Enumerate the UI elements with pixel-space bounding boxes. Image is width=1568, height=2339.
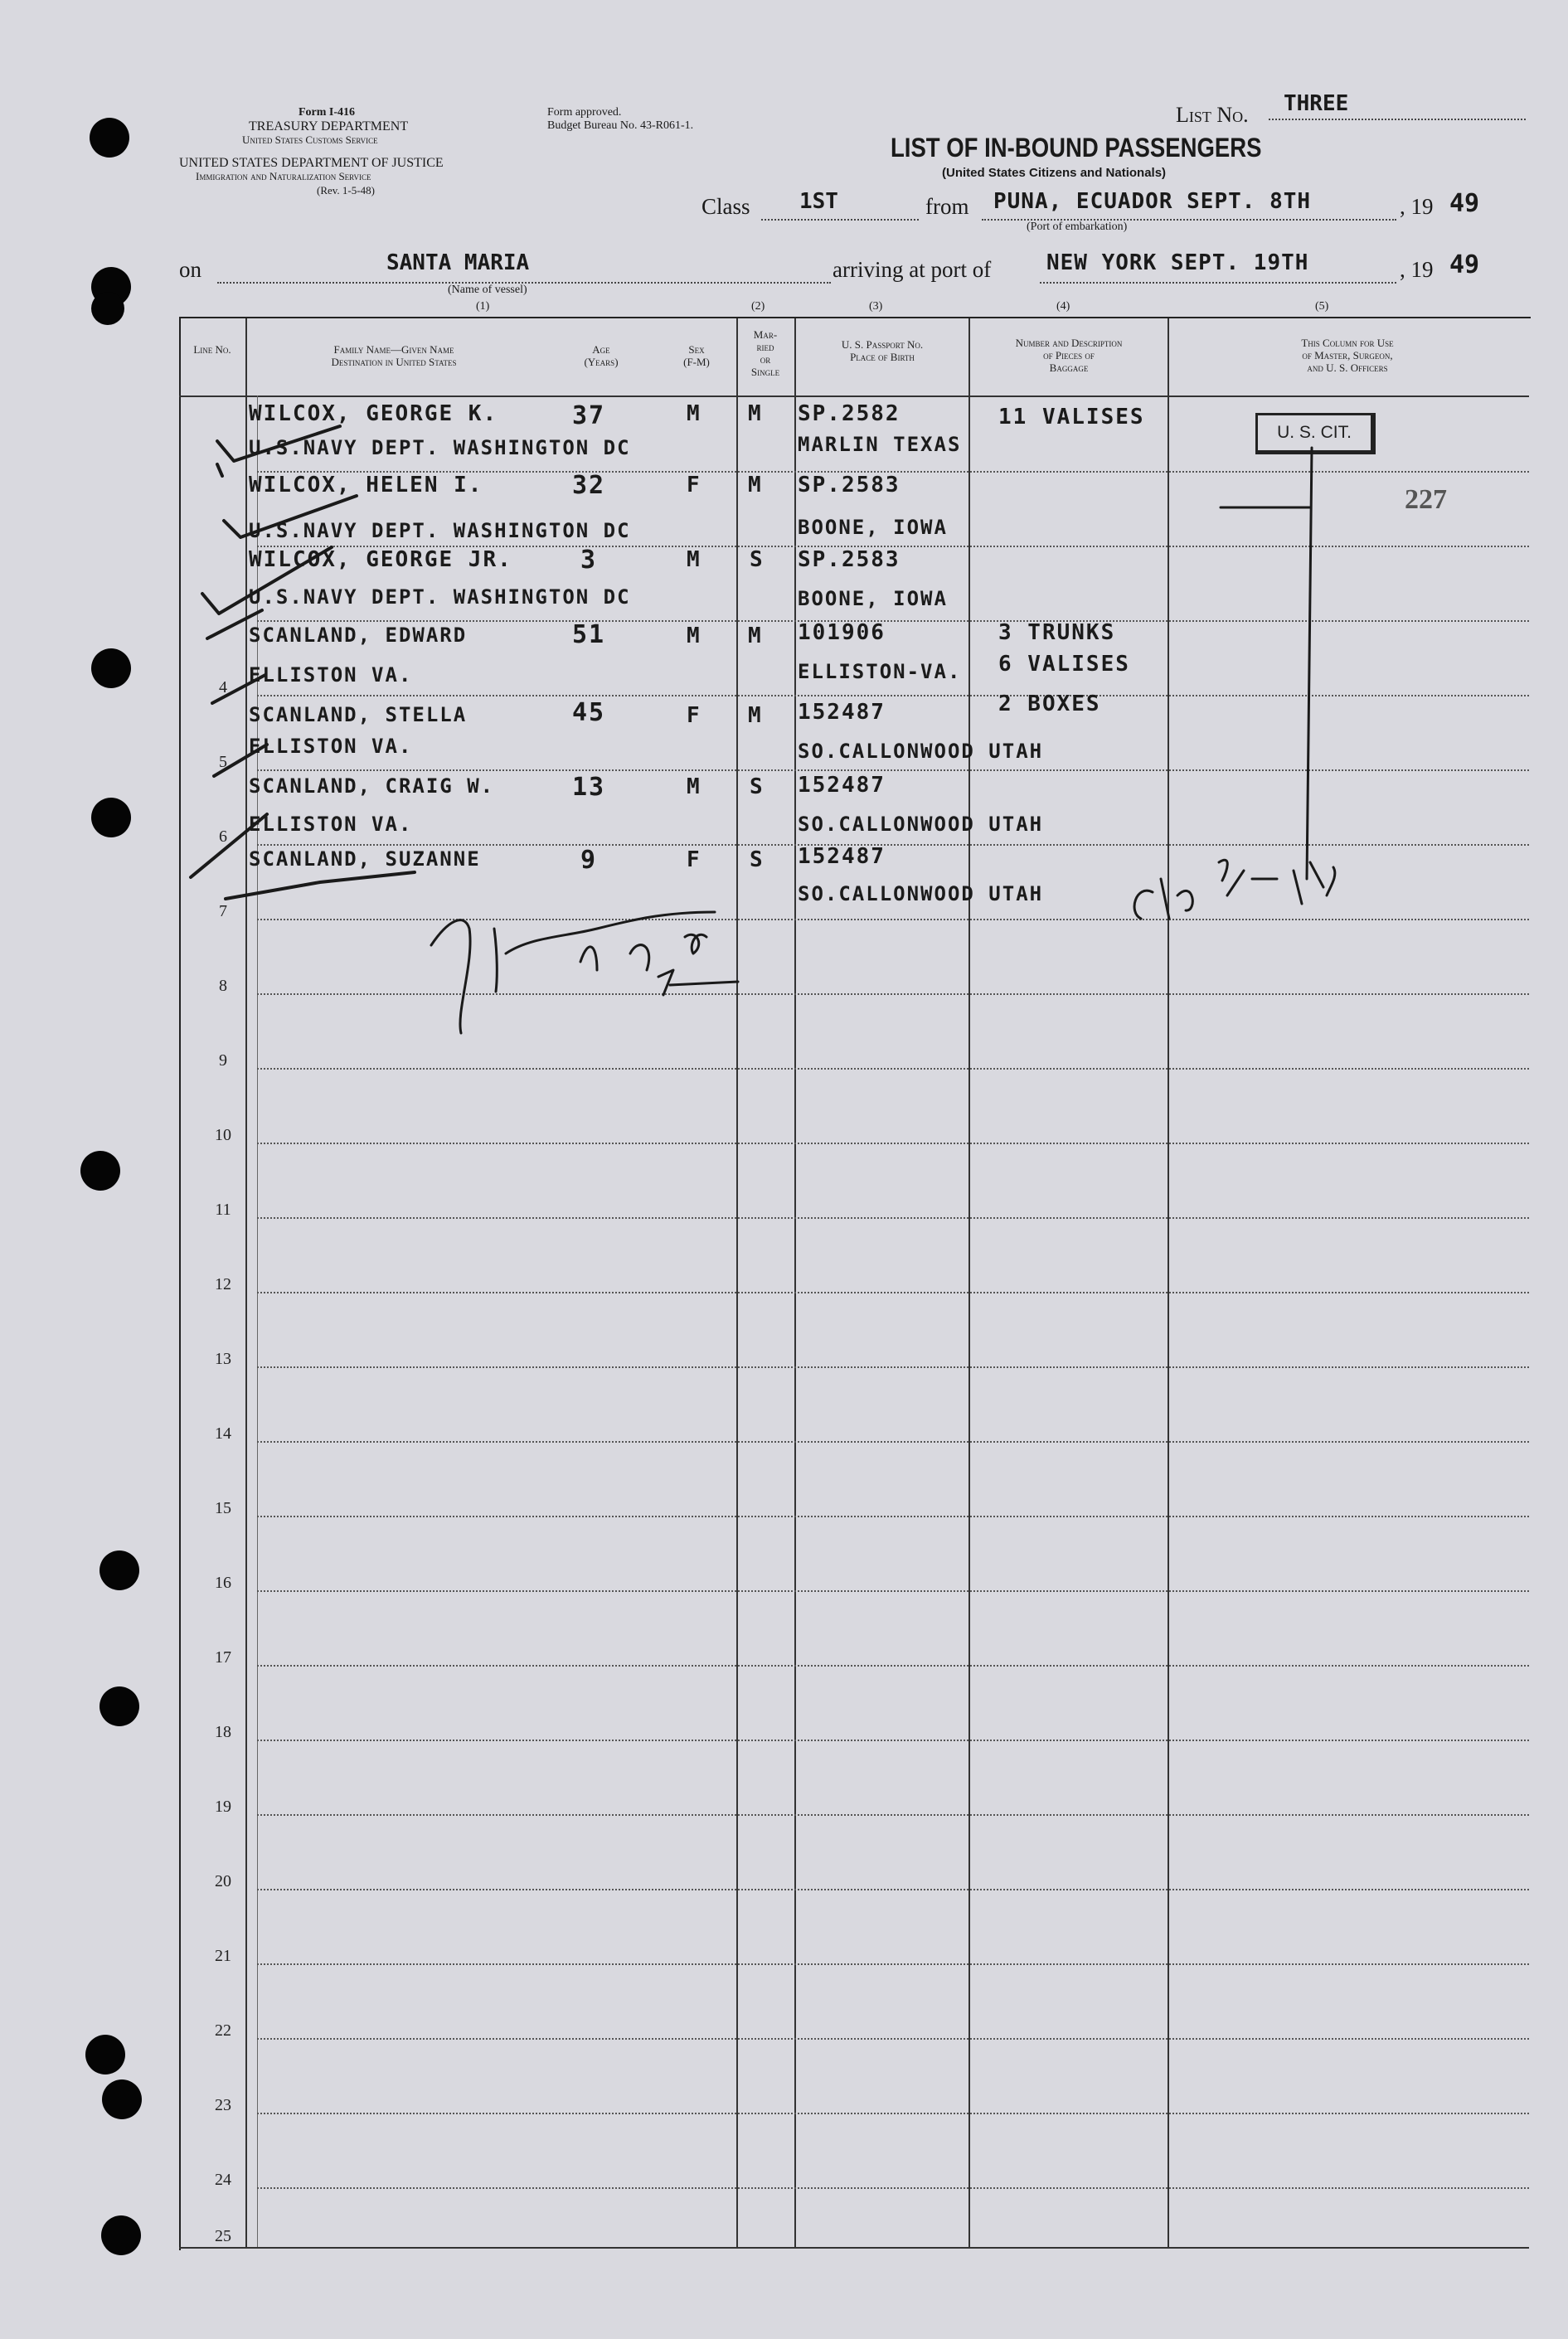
vessel-caption: (Name of vessel) [448, 284, 527, 296]
passenger-passport: 152487 [798, 700, 886, 725]
embark-caption: (Port of embarkation) [1027, 221, 1128, 233]
line-number: 7 [219, 902, 227, 920]
passenger-birthplace: BOONE, IOWA [798, 516, 948, 539]
col-num-3: (3) [869, 300, 883, 313]
passenger-destination: ELLISTON VA. [249, 813, 413, 836]
row-rule [257, 769, 1529, 771]
binder-hole [80, 1151, 120, 1191]
passenger-married: S [750, 547, 765, 572]
passenger-name: SCANLAND, SUZANNE [249, 847, 481, 871]
row-rule [257, 1665, 1529, 1667]
row-rule [257, 1516, 1529, 1517]
line-number: 6 [219, 827, 227, 846]
form-approved: Form approved. [547, 106, 622, 119]
line-number: 10 [215, 1126, 231, 1144]
col-num-5: (5) [1315, 300, 1329, 313]
from-label: from [925, 194, 969, 219]
binder-hole [85, 2035, 125, 2075]
us-citizen-stamp: U. S. CIT. [1255, 413, 1376, 454]
row-rule [257, 1590, 1529, 1592]
row-rule [257, 993, 1529, 995]
passenger-passport: 152487 [798, 844, 886, 869]
col-divider [736, 318, 738, 2247]
passenger-birthplace: SO.CALLONWOOD UTAH [798, 882, 1044, 905]
col-divider [794, 318, 796, 2247]
row-rule [257, 1068, 1529, 1070]
passenger-passport: SP.2583 [798, 547, 901, 572]
binder-hole [100, 1550, 139, 1590]
passenger-age: 13 [572, 773, 606, 802]
arrival-underline [1040, 282, 1396, 284]
row-rule [257, 695, 1529, 696]
table-bottom-line [179, 2247, 1529, 2249]
page-title: LIST OF IN-BOUND PASSENGERS [891, 133, 1262, 163]
passenger-married: M [748, 624, 763, 648]
passenger-passport: SP.2583 [798, 473, 901, 497]
binder-hole [90, 118, 129, 158]
passenger-age: 45 [572, 698, 606, 727]
row-rule [257, 1814, 1529, 1816]
col-divider [968, 318, 970, 2247]
line-number: 19 [215, 1798, 231, 1816]
passenger-birthplace: SO.CALLONWOOD UTAH [798, 813, 1044, 836]
arriving-label: arriving at port of [833, 257, 992, 282]
passenger-baggage: 3 TRUNKS [998, 620, 1116, 645]
header-line-no: Line No. [193, 343, 231, 356]
passenger-passport: SP.2582 [798, 401, 901, 426]
passenger-age: 9 [580, 846, 598, 875]
baggage-extra: 2 BOXES [998, 692, 1101, 716]
budget-bureau: Budget Bureau No. 43-R061-1. [547, 119, 694, 132]
passenger-age: 37 [572, 401, 606, 430]
passenger-destination: U.S.NAVY DEPT. WASHINGTON DC [249, 436, 631, 459]
passenger-age: 3 [580, 546, 598, 575]
col-divider [1168, 318, 1169, 2247]
passenger-passport: 101906 [798, 620, 886, 645]
row-rule [257, 1441, 1529, 1443]
col-divider [245, 318, 247, 2247]
header-age: Age (Years) [584, 343, 619, 368]
row-rule [257, 1366, 1529, 1368]
treasury-label: TREASURY DEPARTMENT [249, 119, 409, 133]
row-rule [257, 2187, 1529, 2189]
row-rule [257, 2113, 1529, 2114]
row-rule [257, 620, 1529, 622]
line-number: 16 [215, 1574, 231, 1592]
customs-label: United States Customs Service [242, 133, 378, 146]
binder-hole [100, 1686, 139, 1726]
passenger-destination: U.S.NAVY DEPT. WASHINGTON DC [249, 585, 631, 609]
line-number: 22 [215, 2021, 231, 2040]
binder-hole [101, 2215, 141, 2255]
from-value: PUNA, ECUADOR SEPT. 8TH [993, 189, 1312, 214]
passenger-birthplace: ELLISTON-VA. [798, 660, 962, 683]
row-rule [257, 1143, 1529, 1144]
passenger-birthplace: SO.CALLONWOOD UTAH [798, 740, 1044, 763]
row-rule [257, 919, 1529, 920]
row-rule [257, 1292, 1529, 1293]
passenger-name: SCANLAND, EDWARD [249, 624, 468, 647]
line-number: 12 [215, 1275, 231, 1293]
class-label: Class [701, 194, 750, 219]
year1-prefix: , 19 [1400, 194, 1434, 219]
row-rule [257, 1889, 1529, 1890]
line-number: 20 [215, 1872, 231, 1890]
header-sex: Sex (F-M) [683, 343, 710, 368]
passenger-married: S [750, 774, 765, 799]
passenger-destination: ELLISTON VA. [249, 735, 413, 758]
list-no-value: THREE [1284, 91, 1349, 116]
passenger-name: WILCOX, GEORGE K. [249, 401, 498, 426]
passenger-married: M [748, 473, 763, 497]
passenger-sex: F [687, 847, 701, 872]
passenger-destination: U.S.NAVY DEPT. WASHINGTON DC [249, 519, 631, 542]
binder-hole [91, 292, 124, 325]
header-officers: This Column for Use of Master, Surgeon, and U. S. Officers [1301, 337, 1394, 374]
table-header-line [179, 395, 1529, 397]
line-number: 9 [219, 1051, 227, 1070]
line-number: 18 [215, 1723, 231, 1741]
year2-suffix: 49 [1449, 250, 1480, 279]
passenger-birthplace: MARLIN TEXAS [798, 433, 962, 456]
vessel-name: SANTA MARIA [386, 250, 530, 275]
list-no-underline [1269, 119, 1526, 120]
col-num-2: (2) [751, 300, 765, 313]
row-rule [257, 844, 1529, 846]
passenger-age: 51 [572, 620, 606, 649]
line-number: 4 [219, 678, 227, 696]
passenger-sex: M [687, 624, 701, 648]
line-number: 23 [215, 2096, 231, 2114]
passenger-married: M [748, 401, 763, 426]
ins-label: Immigration and Naturalization Service [196, 170, 371, 182]
row-rule [257, 1740, 1529, 1741]
year2-prefix: , 19 [1400, 257, 1434, 282]
passenger-married: S [750, 847, 765, 872]
line-number: 14 [215, 1424, 231, 1443]
line-number: 24 [215, 2171, 231, 2189]
justice-label: UNITED STATES DEPARTMENT OF JUSTICE [179, 156, 444, 170]
col-num-4: (4) [1056, 300, 1070, 313]
revision-label: (Rev. 1-5-48) [317, 184, 375, 197]
class-value: 1ST [799, 189, 838, 214]
on-label: on [179, 257, 201, 282]
passenger-name: SCANLAND, CRAIG W. [249, 774, 495, 798]
row-rule [257, 2038, 1529, 2040]
passenger-age: 32 [572, 471, 606, 500]
passenger-name: WILCOX, GEORGE JR. [249, 547, 512, 572]
binder-hole [102, 2079, 142, 2119]
header-passport: U. S. Passport No. Place of Birth [841, 338, 924, 363]
line-number: 15 [215, 1499, 231, 1517]
list-no-label: List No. [1176, 103, 1249, 127]
passenger-birthplace: BOONE, IOWA [798, 587, 948, 610]
baggage-extra: 6 VALISES [998, 652, 1130, 677]
arrival-port: NEW YORK SEPT. 19TH [1046, 250, 1309, 275]
passenger-sex: M [687, 774, 701, 799]
passenger-destination: ELLISTON VA. [249, 663, 413, 687]
header-married: Mar- ried or Single [750, 328, 780, 378]
passenger-married: M [748, 703, 763, 728]
line-number: 13 [215, 1350, 231, 1368]
class-underline [761, 219, 919, 221]
page-number: 227 [1405, 484, 1447, 515]
passenger-name: SCANLAND, STELLA [249, 703, 468, 726]
passenger-passport: 152487 [798, 773, 886, 798]
line-number: 11 [215, 1201, 231, 1219]
header-name: Family Name—Given Name Destination in United States [331, 343, 457, 368]
passenger-sex: M [687, 401, 701, 426]
col-num-1: (1) [476, 300, 490, 313]
passenger-sex: F [687, 473, 701, 497]
passenger-baggage: 11 VALISES [998, 405, 1145, 429]
line-number: 5 [219, 753, 227, 771]
passenger-sex: M [687, 547, 701, 572]
row-rule [257, 1217, 1529, 1219]
binder-hole [91, 648, 131, 688]
passenger-name: WILCOX, HELEN I. [249, 473, 483, 497]
passenger-sex: F [687, 703, 701, 728]
year1-suffix: 49 [1449, 189, 1480, 218]
header-baggage: Number and Description of Pieces of Baggage [1015, 337, 1123, 374]
line-number: 25 [215, 2227, 231, 2245]
line-number: 21 [215, 1947, 231, 1965]
line-number: 8 [219, 977, 227, 995]
binder-hole [91, 798, 131, 837]
form-number: Form I-416 [299, 106, 356, 119]
page-subtitle: (United States Citizens and Nationals) [942, 166, 1167, 180]
row-rule [257, 1963, 1529, 1965]
line-number: 17 [215, 1648, 231, 1667]
